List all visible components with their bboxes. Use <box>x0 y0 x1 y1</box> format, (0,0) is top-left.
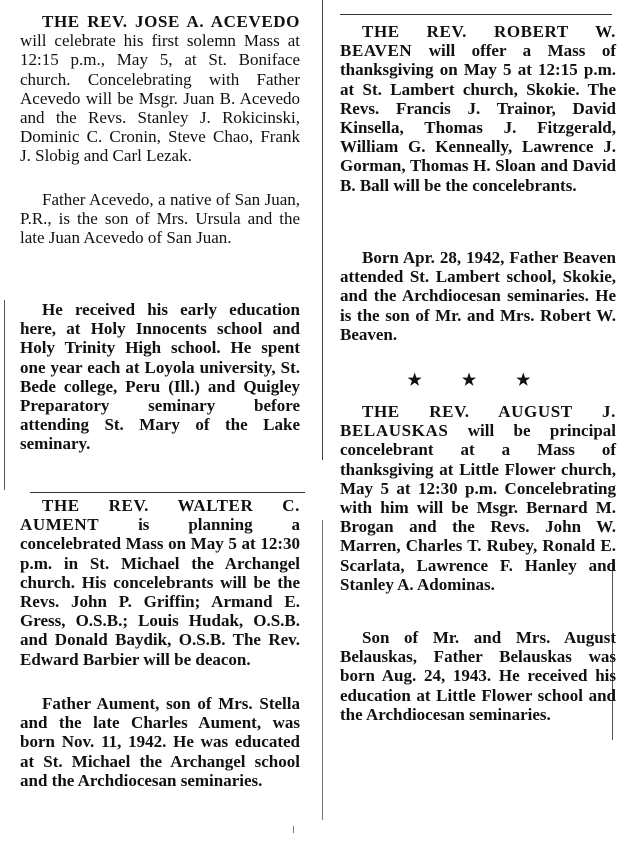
article-acevedo-para3: He received his early education here, at Holy Innocents school and Holy Trinity High school. He spent one year each at Loyola university, St. Bede college, Peru (Ill.) and Quigley Preparatory seminary before attending St. Mary of the Lake seminary. <box>20 300 300 454</box>
article-aument-lead <box>20 496 300 669</box>
article-aument-lead-text: is planning a concelebrated Mass on May 5 at 12:30 p.m. in St. Michael the Archangel church. His concelebrants will be the Revs. John P. Griffin; Armand E. Gress, O.S.B.; Louis Hudak, O.S.B. and Donald Baydik, O.S.B. The Rev. Edward Barbier will be deacon. <box>20 515 301 669</box>
article-acevedo-lead <box>20 12 300 166</box>
article-aument <box>20 496 300 669</box>
article-acevedo-para2-block <box>20 190 300 248</box>
article-acevedo-para3-block <box>20 300 300 454</box>
page-tick-mark <box>293 826 294 833</box>
article-beaven-para2-block <box>340 248 616 344</box>
article-belauskas-lead-text: will be principal concelebrant at a Mass of thanksgiving at Little Flower church, May 5 at 12:30 p.m. Concelebrating with him will be Msgr. Bernard M. Brogan and the Revs. John W. Marren, Charles T. Rubey, Ronald E. Scarlata, Lawrence F. Hanley and Stanley A. Adominas. <box>340 421 616 594</box>
column-rule-left <box>4 300 5 490</box>
article-belauskas <box>340 402 616 594</box>
article-divider-left <box>30 492 305 493</box>
article-beaven-heading: THE REV. ROBERT W. BEAVEN <box>340 22 616 61</box>
article-beaven-lead-text: will offer a Mass of thanksgiving on May 5 at 12:15 p.m. at St. Lambert church, Skokie. The Revs. Francis J. Trainor, David Kinsella, Thomas J. Fitzgerald, William G. Kenneally, Lawrence J. Gorman, Thomas H. Sloan and David B. Ball will be the concelebrants. <box>340 41 616 195</box>
article-beaven-lead <box>340 22 616 195</box>
article-aument-para2-block <box>20 694 300 790</box>
article-aument-para2: Father Aument, son of Mrs. Stella and the late Charles Aument, was born Nov. 11, 1942. He was educated at St. Michael the Archangel school and the Archdiocesan seminaries. <box>20 694 300 790</box>
article-acevedo <box>20 12 300 166</box>
article-acevedo-para2: Father Acevedo, a native of San Juan, P.R., is the son of Mrs. Ursula and the late Juan Acevedo of San Juan. <box>20 190 300 248</box>
article-acevedo-heading: THE REV. JOSE A. ACEVEDO <box>42 12 300 31</box>
article-acevedo-lead-text: will celebrate his first solemn Mass at 12:15 p.m., May 5, at St. Boniface church. Concelebrating with Father Acevedo will be Msgr. Juan B. Acevedo and the Revs. Stanley J. Rokicinski, Dominic C. Cronin, Steve Chao, Frank J. Slobig and Carl Lezak. <box>20 31 300 166</box>
section-separator <box>340 366 616 396</box>
article-belauskas-lead <box>340 402 616 594</box>
article-belauskas-para2: Son of Mr. and Mrs. August Belauskas, Father Belauskas was born Aug. 24, 1943. He received his education at Little Flower school and the Archdiocesan seminaries. <box>340 628 616 724</box>
column-divider <box>322 0 323 460</box>
article-belauskas-heading: THE REV. AUGUST J. BELAUSKAS <box>340 402 616 441</box>
column-divider-lower <box>322 520 323 820</box>
article-aument-heading: THE REV. WALTER C. AUMENT <box>20 496 300 535</box>
article-beaven-para2: Born Apr. 28, 1942, Father Beaven attended St. Lambert school, Skokie, and the Archdiocesan seminaries. He is the son of Mr. and Mrs. Robert W. Beaven. <box>340 248 616 344</box>
star-separator: ★ ★ ★ <box>407 372 549 389</box>
article-divider-right-top <box>340 14 612 15</box>
article-belauskas-para2-block <box>340 628 616 724</box>
article-beaven <box>340 22 616 195</box>
